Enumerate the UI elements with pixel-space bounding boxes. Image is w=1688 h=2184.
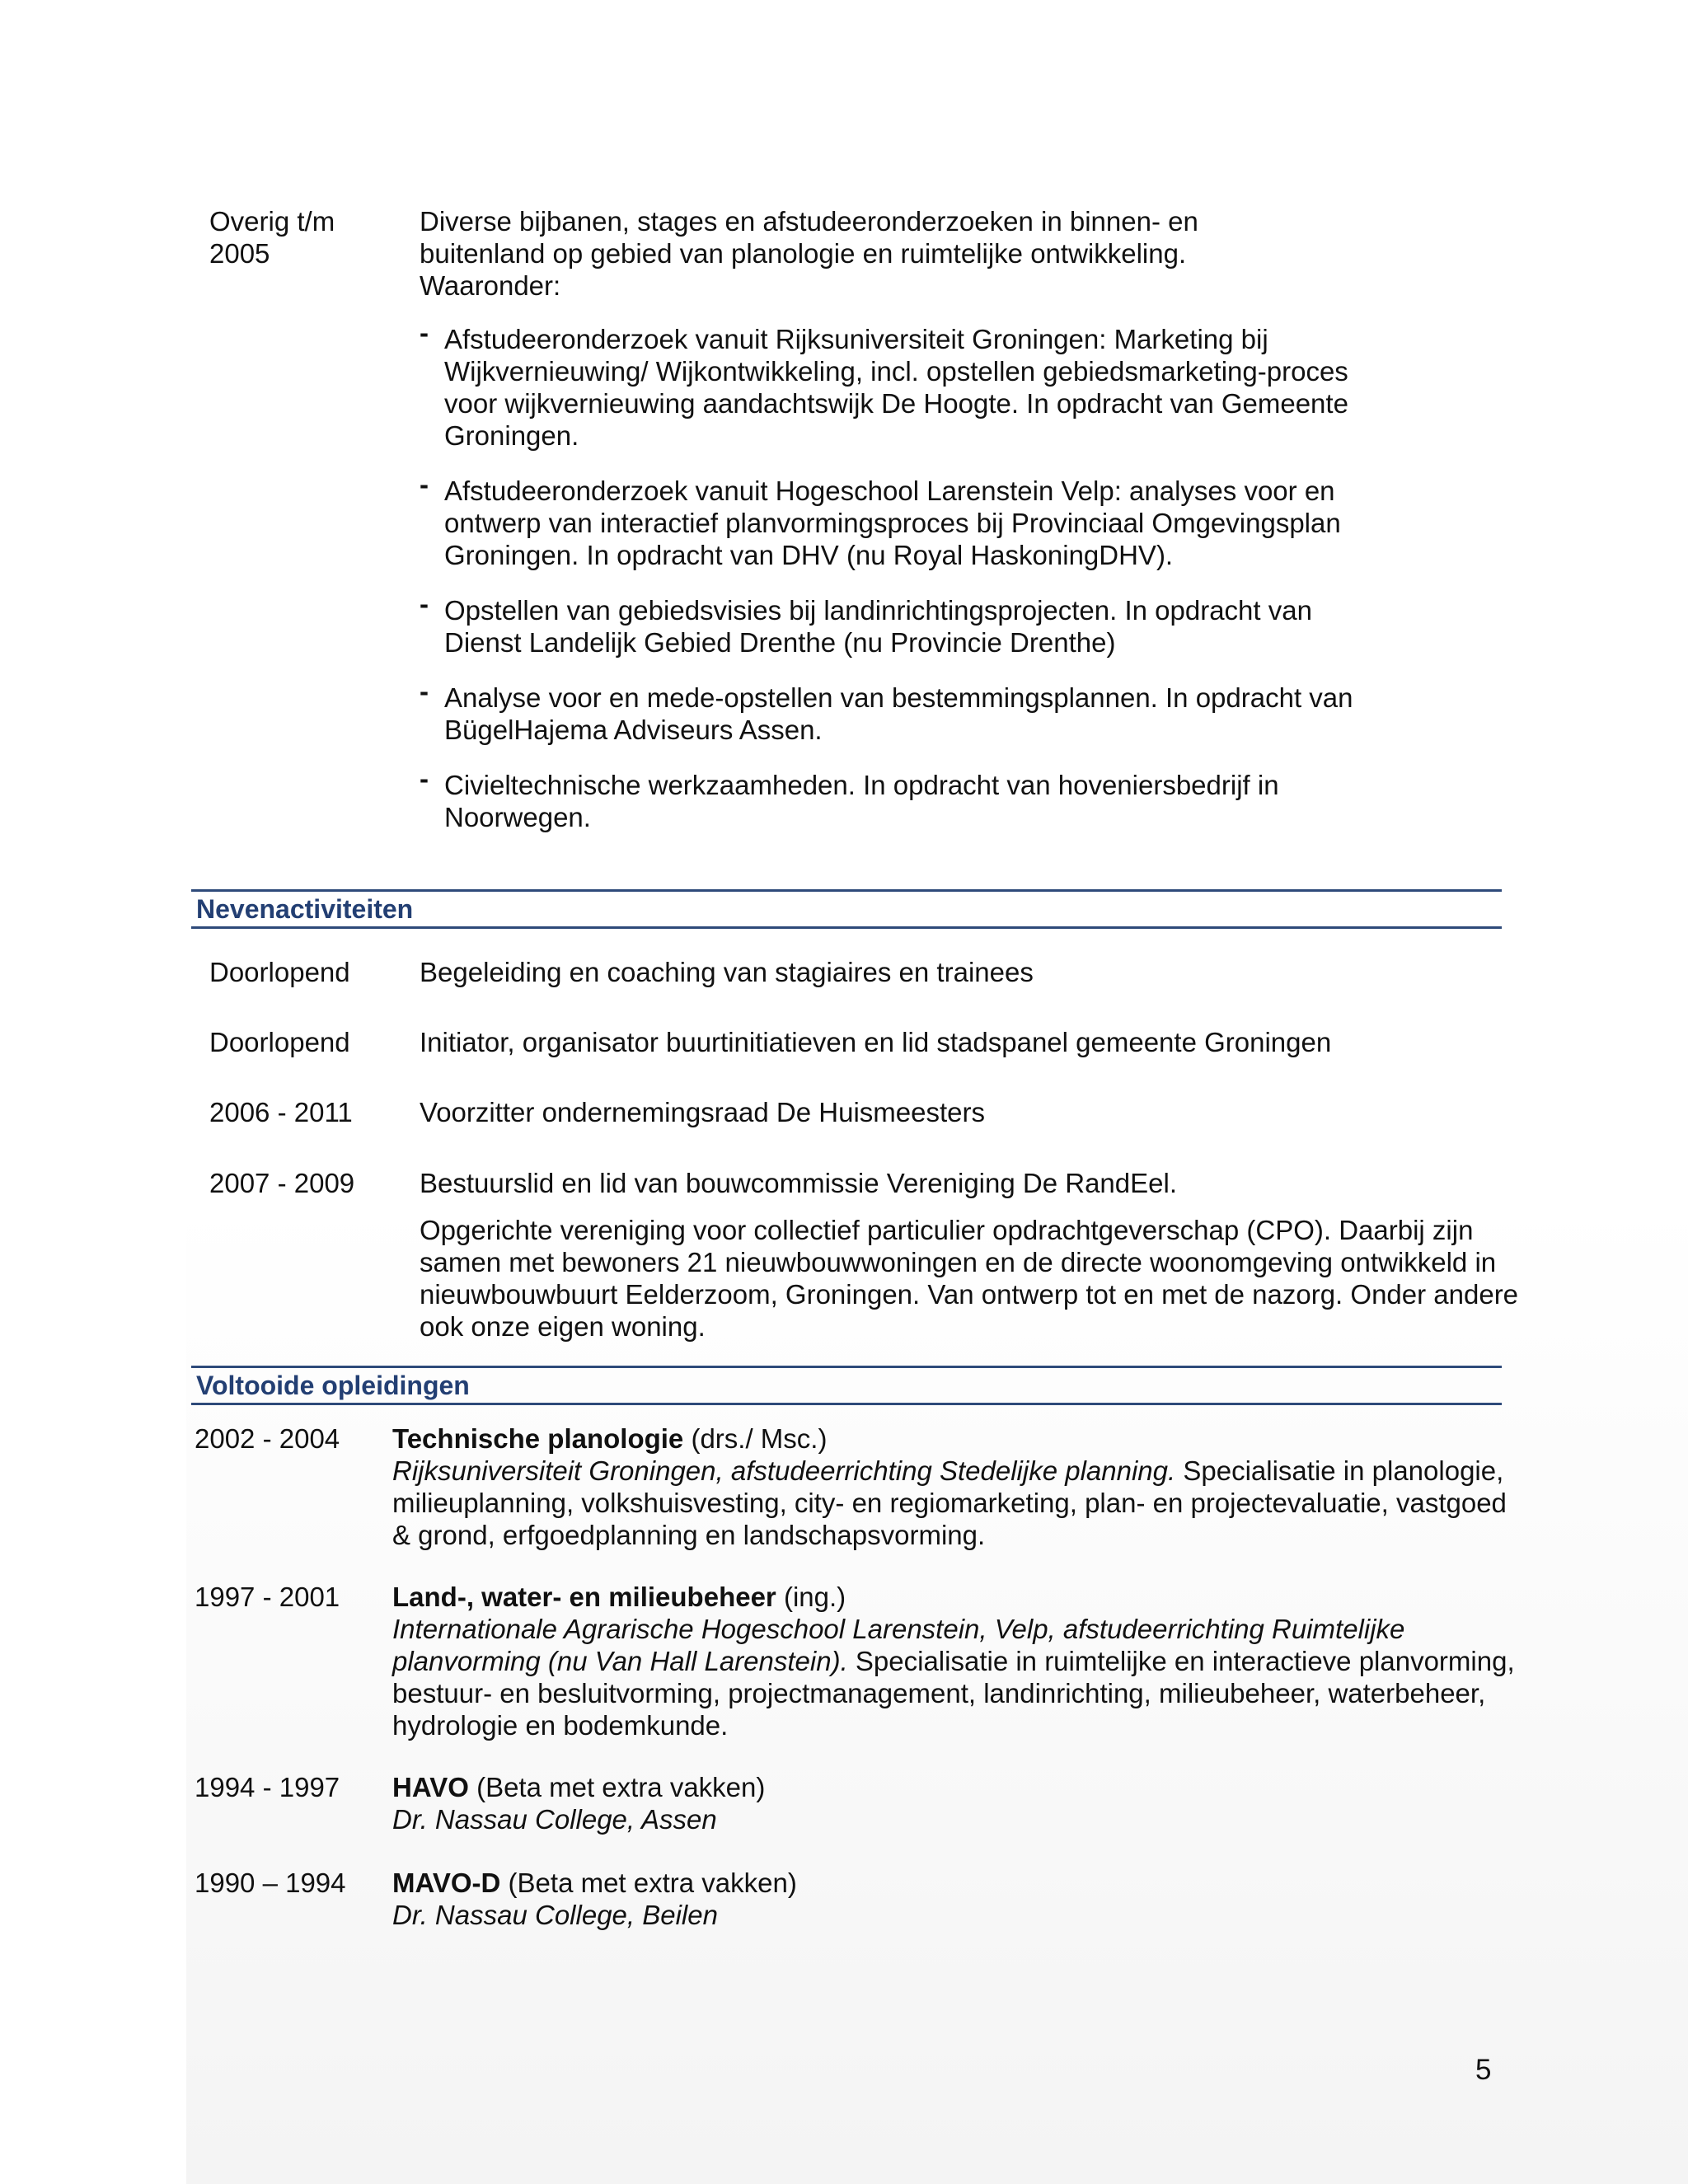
opleiding-title: HAVO	[392, 1772, 469, 1802]
overig-entry	[209, 205, 1528, 856]
neven-date: 2007 - 2009	[209, 1168, 355, 1198]
opleiding-date: 2002 - 2004	[195, 1423, 340, 1454]
neven-date: Doorlopend	[209, 1027, 350, 1057]
section-header-nevenactiviteiten: Nevenactiviteiten	[191, 889, 1502, 929]
neven-date: 2006 - 2011	[209, 1097, 353, 1127]
opleiding-title: Technische planologie	[392, 1423, 684, 1454]
opleiding-desc: Specialisatie in ruimtelijke en interactieve planvorming, bestuur- en besluitvorming, projectmanagement, landinrichting, milieubeheer, waterbeheer, hydrologie en bodemkunde.	[392, 1646, 1515, 1741]
overig-date: Overig t/m 2005	[209, 206, 335, 269]
opleiding-entry	[195, 1581, 1530, 1741]
opleiding-degree: (drs./ Msc.)	[683, 1423, 828, 1454]
neven-text: Voorzitter ondernemingsraad De Huismeesters	[420, 1097, 985, 1127]
opleiding-date: 1997 - 2001	[195, 1582, 340, 1612]
opleiding-institution: Dr. Nassau College, Assen	[392, 1804, 717, 1835]
overig-intro: Diverse bijbanen, stages en afstudeeronderzoeken in binnen- en buitenland op gebied van planologie en ruimtelijke ontwikkeling. Waaronder:	[420, 206, 1198, 301]
opleiding-degree: (Beta met extra vakken)	[500, 1868, 797, 1898]
opleiding-desc: Specialisatie in planologie, milieuplanning, volkshuisvesting, city- en regiomarketing, plan- en projectevaluatie, vastgoed & grond, erfgoedplanning en landschapsvorming.	[392, 1455, 1507, 1550]
opleiding-date: 1994 - 1997	[195, 1772, 340, 1802]
dash-bullet-icon: -	[420, 317, 429, 348]
neven-row	[209, 956, 1528, 988]
opleiding-institution: Internationale Agrarische Hogeschool Larenstein, Velp, afstudeerrichting Ruimtelijke planvorming (nu Van Hall Larenstein).	[392, 1614, 1405, 1676]
page-number: 5	[1475, 2054, 1492, 2086]
list-item: - Civieltechnische werkzaamheden. In opdracht van hoveniersbedrijf in Noorwegen.	[420, 763, 1279, 832]
neven-text: Bestuurslid en lid van bouwcommissie Vereniging De RandEel.	[420, 1168, 1177, 1198]
neven-row	[209, 1167, 1528, 1343]
dash-bullet-icon: -	[420, 588, 429, 619]
dash-bullet-icon: -	[420, 469, 429, 499]
opleiding-entry	[195, 1867, 1530, 1931]
opleiding-entry	[195, 1771, 1530, 1835]
opleiding-institution: Rijksuniversiteit Groningen, afstudeerrichting Stedelijke planning.	[392, 1455, 1176, 1486]
list-item: - Opstellen van gebiedsvisies bij landinrichtingsprojecten. In opdracht van Dienst Landelijk Gebied Drenthe (nu Provincie Drenthe)	[420, 588, 1312, 658]
neven-row	[209, 1026, 1528, 1058]
neven-text: Initiator, organisator buurtinitiatieven en lid stadspanel gemeente Groningen	[420, 1027, 1332, 1057]
opleiding-date: 1990 – 1994	[195, 1868, 346, 1898]
neven-extra: Opgerichte vereniging voor collectief particulier opdrachtgeverschap (CPO). Daarbij zijn samen met bewoners 21 nieuwbouwwoningen en de directe woonomgeving ontwikkeld in nieuwbouwbuurt Eelderzoom, Groningen. Van ontwerp tot en met de nazorg. Onder andere ook onze eigen woning.	[420, 1215, 1519, 1342]
neven-date: Doorlopend	[209, 957, 350, 987]
opleiding-degree: (Beta met extra vakken)	[468, 1772, 766, 1802]
opleiding-entry	[195, 1422, 1530, 1551]
dash-bullet-icon: -	[420, 763, 429, 794]
overig-bullet-list	[420, 317, 1524, 833]
opleiding-degree: (ing.)	[776, 1582, 846, 1612]
dash-bullet-icon: -	[420, 676, 429, 706]
opleiding-title: MAVO-D	[392, 1868, 501, 1898]
list-item: - Afstudeeronderzoek vanuit Rijksuniversiteit Groningen: Marketing bij Wijkvernieuwing/ Wijkontwikkeling, incl. opstellen gebiedsmarketing-proces voor wijkvernieuwing aandachtswijk De Hoogte. In opdracht van Gemeente Groningen.	[420, 317, 1348, 451]
opleiding-title: Land-, water- en milieubeheer	[392, 1582, 776, 1612]
section-header-opleidingen: Voltooide opleidingen	[191, 1366, 1502, 1405]
neven-text: Begeleiding en coaching van stagiaires en trainees	[420, 957, 1034, 987]
list-item: - Afstudeeronderzoek vanuit Hogeschool Larenstein Velp: analyses voor en ontwerp van interactief planvormingsproces bij Provinciaal Omgevingsplan Groningen. In opdracht van DHV (nu Royal HaskoningDHV).	[420, 469, 1341, 570]
neven-row	[209, 1096, 1528, 1128]
list-item: - Analyse voor en mede-opstellen van bestemmingsplannen. In opdracht van BügelHajema Adviseurs Assen.	[420, 676, 1353, 745]
opleiding-institution: Dr. Nassau College, Beilen	[392, 1900, 718, 1930]
